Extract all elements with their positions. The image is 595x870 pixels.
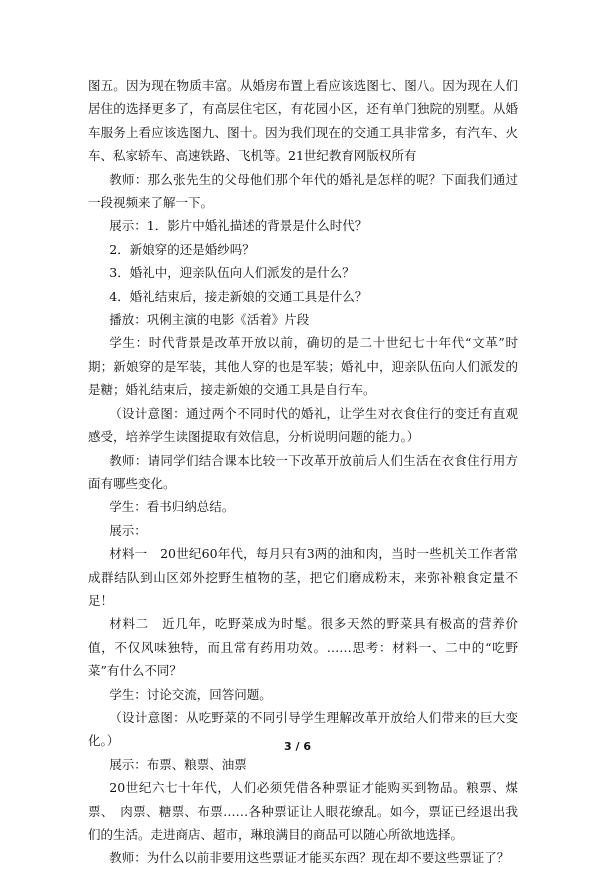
paragraph-show-label: 展示： bbox=[109, 522, 147, 538]
paragraph-question-4: 4．婚礼结束后，接走新娘的交通工具是什么？ bbox=[109, 288, 368, 304]
paragraph-material-2: 材料二 近几年，吃野菜成为时髦。很多天然的野菜具有极高的营养价值，不仅风味独特，而且常有药用功效。……思考：材料一、二中的“吃野菜”有什么不同？ bbox=[88, 616, 518, 679]
paragraph-play-film: 播放：巩俐主演的电影《活着》片段 bbox=[109, 312, 310, 328]
paragraph-teacher-question-1: 教师：那么张先生的父母他们那个年代的婚礼是怎样的呢？下面我们通过一段视频来了解一下。 bbox=[88, 171, 518, 211]
paragraph-question-3: 3．婚礼中，迎亲队伍向人们派发的是什么？ bbox=[109, 265, 355, 281]
paragraph-show-question-1: 展示：1．影片中婚礼描述的背景是什么时代？ bbox=[109, 218, 368, 234]
paragraph-teacher-question-3: 教师：为什么以前非要用这些票证才能买东西？现在却不要这些票证了？ bbox=[109, 850, 510, 866]
paragraph-student-summary: 学生：看书归纳总结。 bbox=[109, 499, 235, 515]
paragraph-question-2: 2．新娘穿的还是婚纱吗？ bbox=[109, 241, 255, 257]
paragraph-show-tickets: 展示：布票、粮票、油票 bbox=[109, 756, 247, 772]
page-number: 3 / 6 bbox=[284, 740, 311, 753]
paragraph-wedding-choices: 图五。因为现在物质丰富。从婚房布置上看应该选图七、图八。因为现在人们居住的选择更多了，有高层住宅区，有花园小区，还有单门独院的别墅。从婚车服务上看应该选图九、图十。因为我们现在的交通工具非常多，有汽车、火车、私家轿车、高速铁路、飞机等。21世纪教育网版权所有 bbox=[88, 78, 518, 164]
paragraph-student-discuss: 学生：讨论交流，回答问题。 bbox=[109, 686, 272, 702]
paragraph-teacher-question-2: 教师：请同学们结合课本比较一下改革开放前后人们生活在衣食住行用方面有哪些变化。 bbox=[88, 452, 518, 491]
paragraph-design-intent-1: （设计意图：通过两个不同时代的婚礼，让学生对衣食住行的变迁有直观感受，培养学生读图提取有效信息，分析说明问题的能力。） bbox=[88, 405, 518, 445]
paragraph-student-answer-1: 学生：时代背景是改革开放以前，确切的是二十世纪七十年代“文革”时期；新娘穿的是军装，其他人穿的也是军装；婚礼中，迎亲队伍向人们派发的是糖；婚礼结束后，接走新娘的交通工具是自行车。 bbox=[88, 335, 518, 398]
paragraph-design-intent-2: （设计意图：从吃野菜的不同引导学生理解改革开放给人们带来的巨大变化。） bbox=[88, 709, 518, 749]
paragraph-ticket-era: 20世纪六七十年代，人们必须凭借各种票证才能购买到物品。粮票、煤票、 肉票、糖票、布票……各种票证让人眼花缭乱。如今，票证已经退出我们的生活。走进商店、超市，琳琅满目的商品可以随心所欲地选择。 bbox=[88, 780, 518, 842]
paragraph-material-1: 材料一 20世纪60年代，每月只有3两的油和肉，当时一些机关工作者常成群结队到山区郊外挖野生植物的茎，把它们磨成粉末，来弥补粮食定量不足！ bbox=[88, 546, 518, 608]
